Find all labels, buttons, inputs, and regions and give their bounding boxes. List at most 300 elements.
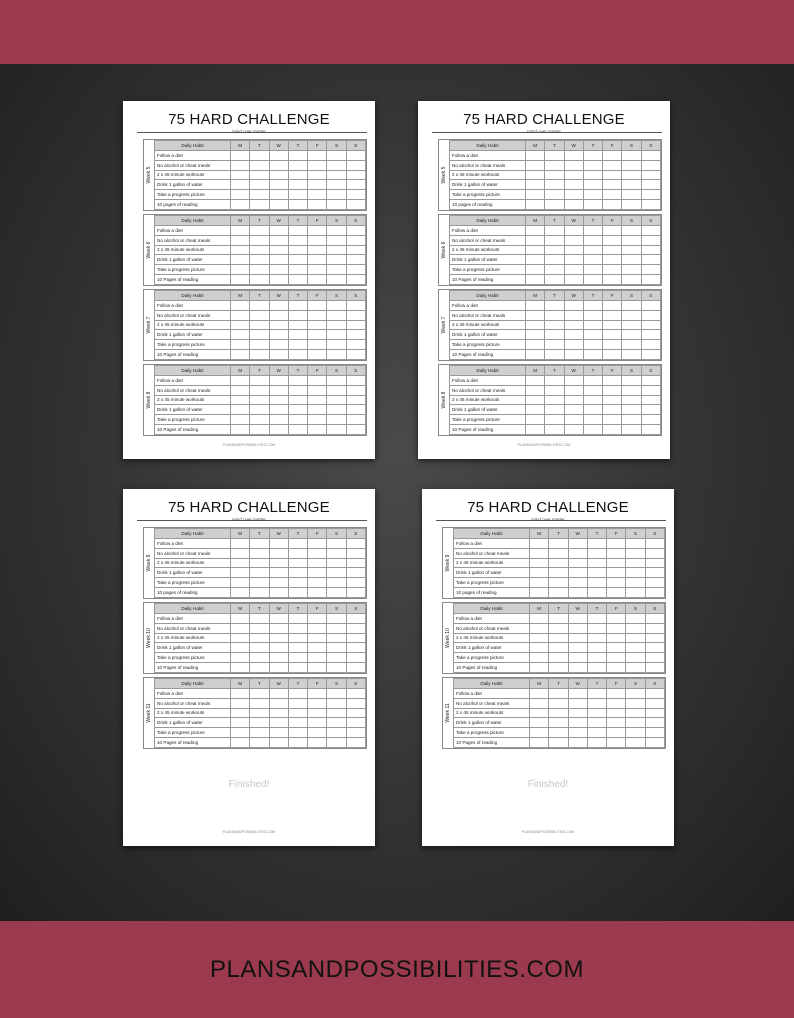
checkbox-cell[interactable] bbox=[250, 588, 269, 598]
checkbox-cell[interactable] bbox=[327, 415, 346, 425]
checkbox-cell[interactable] bbox=[626, 643, 645, 653]
checkbox-cell[interactable] bbox=[607, 548, 626, 558]
checkbox-cell[interactable] bbox=[626, 653, 645, 663]
checkbox-cell[interactable] bbox=[545, 200, 564, 210]
checkbox-cell[interactable] bbox=[622, 200, 641, 210]
checkbox-cell[interactable] bbox=[269, 728, 288, 738]
checkbox-cell[interactable] bbox=[526, 320, 545, 330]
checkbox-cell[interactable] bbox=[583, 395, 602, 405]
checkbox-cell[interactable] bbox=[603, 255, 622, 265]
checkbox-cell[interactable] bbox=[545, 350, 564, 360]
checkbox-cell[interactable] bbox=[308, 235, 327, 245]
checkbox-cell[interactable] bbox=[607, 558, 626, 568]
checkbox-cell[interactable] bbox=[269, 255, 288, 265]
checkbox-cell[interactable] bbox=[583, 235, 602, 245]
checkbox-cell[interactable] bbox=[641, 340, 660, 350]
checkbox-cell[interactable] bbox=[641, 255, 660, 265]
checkbox-cell[interactable] bbox=[346, 538, 365, 548]
checkbox-cell[interactable] bbox=[308, 405, 327, 415]
checkbox-cell[interactable] bbox=[346, 653, 365, 663]
checkbox-cell[interactable] bbox=[622, 320, 641, 330]
checkbox-cell[interactable] bbox=[308, 578, 327, 588]
checkbox-cell[interactable] bbox=[526, 415, 545, 425]
checkbox-cell[interactable] bbox=[564, 180, 583, 190]
checkbox-cell[interactable] bbox=[231, 578, 250, 588]
checkbox-cell[interactable] bbox=[568, 613, 587, 623]
checkbox-cell[interactable] bbox=[231, 538, 250, 548]
checkbox-cell[interactable] bbox=[545, 225, 564, 235]
checkbox-cell[interactable] bbox=[603, 300, 622, 310]
checkbox-cell[interactable] bbox=[288, 415, 307, 425]
checkbox-cell[interactable] bbox=[346, 738, 365, 748]
checkbox-cell[interactable] bbox=[288, 663, 307, 673]
checkbox-cell[interactable] bbox=[603, 320, 622, 330]
checkbox-cell[interactable] bbox=[603, 180, 622, 190]
checkbox-cell[interactable] bbox=[526, 300, 545, 310]
checkbox-cell[interactable] bbox=[545, 190, 564, 200]
checkbox-cell[interactable] bbox=[250, 190, 269, 200]
checkbox-cell[interactable] bbox=[549, 558, 568, 568]
checkbox-cell[interactable] bbox=[622, 255, 641, 265]
checkbox-cell[interactable] bbox=[564, 405, 583, 415]
checkbox-cell[interactable] bbox=[564, 265, 583, 275]
checkbox-cell[interactable] bbox=[564, 190, 583, 200]
checkbox-cell[interactable] bbox=[545, 310, 564, 320]
checkbox-cell[interactable] bbox=[545, 255, 564, 265]
checkbox-cell[interactable] bbox=[327, 160, 346, 170]
checkbox-cell[interactable] bbox=[269, 588, 288, 598]
checkbox-cell[interactable] bbox=[250, 180, 269, 190]
checkbox-cell[interactable] bbox=[583, 320, 602, 330]
checkbox-cell[interactable] bbox=[308, 190, 327, 200]
checkbox-cell[interactable] bbox=[308, 623, 327, 633]
checkbox-cell[interactable] bbox=[645, 643, 664, 653]
checkbox-cell[interactable] bbox=[231, 633, 250, 643]
checkbox-cell[interactable] bbox=[626, 718, 645, 728]
checkbox-cell[interactable] bbox=[288, 538, 307, 548]
checkbox-cell[interactable] bbox=[308, 300, 327, 310]
checkbox-cell[interactable] bbox=[288, 310, 307, 320]
checkbox-cell[interactable] bbox=[231, 558, 250, 568]
checkbox-cell[interactable] bbox=[603, 170, 622, 180]
checkbox-cell[interactable] bbox=[269, 235, 288, 245]
checkbox-cell[interactable] bbox=[607, 698, 626, 708]
checkbox-cell[interactable] bbox=[645, 663, 664, 673]
checkbox-cell[interactable] bbox=[622, 340, 641, 350]
checkbox-cell[interactable] bbox=[288, 385, 307, 395]
checkbox-cell[interactable] bbox=[269, 300, 288, 310]
checkbox-cell[interactable] bbox=[250, 738, 269, 748]
checkbox-cell[interactable] bbox=[308, 350, 327, 360]
checkbox-cell[interactable] bbox=[622, 150, 641, 160]
checkbox-cell[interactable] bbox=[607, 738, 626, 748]
checkbox-cell[interactable] bbox=[568, 688, 587, 698]
checkbox-cell[interactable] bbox=[308, 653, 327, 663]
checkbox-cell[interactable] bbox=[568, 633, 587, 643]
checkbox-cell[interactable] bbox=[308, 415, 327, 425]
checkbox-cell[interactable] bbox=[327, 613, 346, 623]
checkbox-cell[interactable] bbox=[269, 170, 288, 180]
checkbox-cell[interactable] bbox=[622, 235, 641, 245]
checkbox-cell[interactable] bbox=[626, 633, 645, 643]
checkbox-cell[interactable] bbox=[250, 568, 269, 578]
checkbox-cell[interactable] bbox=[288, 300, 307, 310]
checkbox-cell[interactable] bbox=[545, 425, 564, 435]
checkbox-cell[interactable] bbox=[622, 405, 641, 415]
checkbox-cell[interactable] bbox=[545, 395, 564, 405]
checkbox-cell[interactable] bbox=[346, 385, 365, 395]
checkbox-cell[interactable] bbox=[568, 663, 587, 673]
checkbox-cell[interactable] bbox=[269, 663, 288, 673]
checkbox-cell[interactable] bbox=[587, 588, 606, 598]
checkbox-cell[interactable] bbox=[622, 330, 641, 340]
checkbox-cell[interactable] bbox=[583, 425, 602, 435]
checkbox-cell[interactable] bbox=[346, 718, 365, 728]
checkbox-cell[interactable] bbox=[231, 245, 250, 255]
checkbox-cell[interactable] bbox=[308, 275, 327, 285]
checkbox-cell[interactable] bbox=[269, 265, 288, 275]
checkbox-cell[interactable] bbox=[645, 738, 664, 748]
checkbox-cell[interactable] bbox=[583, 330, 602, 340]
checkbox-cell[interactable] bbox=[308, 395, 327, 405]
checkbox-cell[interactable] bbox=[250, 653, 269, 663]
checkbox-cell[interactable] bbox=[641, 225, 660, 235]
checkbox-cell[interactable] bbox=[526, 340, 545, 350]
checkbox-cell[interactable] bbox=[622, 375, 641, 385]
checkbox-cell[interactable] bbox=[327, 405, 346, 415]
checkbox-cell[interactable] bbox=[231, 225, 250, 235]
checkbox-cell[interactable] bbox=[587, 698, 606, 708]
checkbox-cell[interactable] bbox=[346, 180, 365, 190]
checkbox-cell[interactable] bbox=[545, 265, 564, 275]
checkbox-cell[interactable] bbox=[231, 395, 250, 405]
checkbox-cell[interactable] bbox=[545, 405, 564, 415]
checkbox-cell[interactable] bbox=[288, 330, 307, 340]
checkbox-cell[interactable] bbox=[549, 633, 568, 643]
checkbox-cell[interactable] bbox=[564, 415, 583, 425]
checkbox-cell[interactable] bbox=[530, 588, 549, 598]
checkbox-cell[interactable] bbox=[327, 395, 346, 405]
checkbox-cell[interactable] bbox=[530, 613, 549, 623]
checkbox-cell[interactable] bbox=[288, 425, 307, 435]
checkbox-cell[interactable] bbox=[269, 320, 288, 330]
checkbox-cell[interactable] bbox=[308, 245, 327, 255]
checkbox-cell[interactable] bbox=[645, 568, 664, 578]
checkbox-cell[interactable] bbox=[526, 190, 545, 200]
checkbox-cell[interactable] bbox=[327, 265, 346, 275]
checkbox-cell[interactable] bbox=[587, 548, 606, 558]
checkbox-cell[interactable] bbox=[288, 190, 307, 200]
checkbox-cell[interactable] bbox=[568, 548, 587, 558]
checkbox-cell[interactable] bbox=[308, 558, 327, 568]
checkbox-cell[interactable] bbox=[564, 170, 583, 180]
checkbox-cell[interactable] bbox=[346, 170, 365, 180]
checkbox-cell[interactable] bbox=[587, 558, 606, 568]
checkbox-cell[interactable] bbox=[288, 395, 307, 405]
checkbox-cell[interactable] bbox=[568, 568, 587, 578]
checkbox-cell[interactable] bbox=[530, 623, 549, 633]
checkbox-cell[interactable] bbox=[587, 663, 606, 673]
checkbox-cell[interactable] bbox=[583, 300, 602, 310]
checkbox-cell[interactable] bbox=[526, 200, 545, 210]
checkbox-cell[interactable] bbox=[308, 330, 327, 340]
checkbox-cell[interactable] bbox=[526, 310, 545, 320]
checkbox-cell[interactable] bbox=[231, 310, 250, 320]
checkbox-cell[interactable] bbox=[288, 728, 307, 738]
checkbox-cell[interactable] bbox=[346, 245, 365, 255]
checkbox-cell[interactable] bbox=[327, 225, 346, 235]
checkbox-cell[interactable] bbox=[269, 405, 288, 415]
checkbox-cell[interactable] bbox=[622, 425, 641, 435]
checkbox-cell[interactable] bbox=[231, 425, 250, 435]
checkbox-cell[interactable] bbox=[269, 568, 288, 578]
checkbox-cell[interactable] bbox=[327, 300, 346, 310]
checkbox-cell[interactable] bbox=[269, 225, 288, 235]
checkbox-cell[interactable] bbox=[327, 150, 346, 160]
checkbox-cell[interactable] bbox=[603, 330, 622, 340]
checkbox-cell[interactable] bbox=[622, 170, 641, 180]
checkbox-cell[interactable] bbox=[645, 613, 664, 623]
checkbox-cell[interactable] bbox=[288, 320, 307, 330]
checkbox-cell[interactable] bbox=[250, 150, 269, 160]
checkbox-cell[interactable] bbox=[288, 180, 307, 190]
checkbox-cell[interactable] bbox=[231, 200, 250, 210]
checkbox-cell[interactable] bbox=[545, 320, 564, 330]
checkbox-cell[interactable] bbox=[603, 225, 622, 235]
checkbox-cell[interactable] bbox=[327, 320, 346, 330]
checkbox-cell[interactable] bbox=[288, 633, 307, 643]
checkbox-cell[interactable] bbox=[603, 310, 622, 320]
checkbox-cell[interactable] bbox=[308, 180, 327, 190]
checkbox-cell[interactable] bbox=[545, 375, 564, 385]
checkbox-cell[interactable] bbox=[568, 643, 587, 653]
checkbox-cell[interactable] bbox=[583, 160, 602, 170]
checkbox-cell[interactable] bbox=[645, 708, 664, 718]
checkbox-cell[interactable] bbox=[564, 395, 583, 405]
checkbox-cell[interactable] bbox=[545, 150, 564, 160]
checkbox-cell[interactable] bbox=[568, 708, 587, 718]
checkbox-cell[interactable] bbox=[641, 385, 660, 395]
checkbox-cell[interactable] bbox=[645, 718, 664, 728]
checkbox-cell[interactable] bbox=[288, 235, 307, 245]
checkbox-cell[interactable] bbox=[603, 200, 622, 210]
checkbox-cell[interactable] bbox=[641, 350, 660, 360]
checkbox-cell[interactable] bbox=[231, 160, 250, 170]
checkbox-cell[interactable] bbox=[641, 265, 660, 275]
checkbox-cell[interactable] bbox=[549, 538, 568, 548]
checkbox-cell[interactable] bbox=[231, 698, 250, 708]
checkbox-cell[interactable] bbox=[288, 405, 307, 415]
checkbox-cell[interactable] bbox=[308, 170, 327, 180]
checkbox-cell[interactable] bbox=[269, 160, 288, 170]
checkbox-cell[interactable] bbox=[250, 310, 269, 320]
checkbox-cell[interactable] bbox=[626, 738, 645, 748]
checkbox-cell[interactable] bbox=[346, 415, 365, 425]
checkbox-cell[interactable] bbox=[587, 718, 606, 728]
checkbox-cell[interactable] bbox=[346, 150, 365, 160]
checkbox-cell[interactable] bbox=[641, 200, 660, 210]
checkbox-cell[interactable] bbox=[346, 235, 365, 245]
checkbox-cell[interactable] bbox=[231, 613, 250, 623]
checkbox-cell[interactable] bbox=[583, 375, 602, 385]
checkbox-cell[interactable] bbox=[269, 275, 288, 285]
checkbox-cell[interactable] bbox=[645, 688, 664, 698]
checkbox-cell[interactable] bbox=[583, 190, 602, 200]
checkbox-cell[interactable] bbox=[327, 245, 346, 255]
checkbox-cell[interactable] bbox=[346, 663, 365, 673]
checkbox-cell[interactable] bbox=[346, 613, 365, 623]
checkbox-cell[interactable] bbox=[231, 150, 250, 160]
checkbox-cell[interactable] bbox=[583, 255, 602, 265]
checkbox-cell[interactable] bbox=[545, 160, 564, 170]
checkbox-cell[interactable] bbox=[308, 698, 327, 708]
checkbox-cell[interactable] bbox=[530, 663, 549, 673]
checkbox-cell[interactable] bbox=[583, 310, 602, 320]
checkbox-cell[interactable] bbox=[587, 538, 606, 548]
checkbox-cell[interactable] bbox=[250, 320, 269, 330]
checkbox-cell[interactable] bbox=[587, 578, 606, 588]
checkbox-cell[interactable] bbox=[530, 538, 549, 548]
checkbox-cell[interactable] bbox=[327, 170, 346, 180]
checkbox-cell[interactable] bbox=[250, 300, 269, 310]
checkbox-cell[interactable] bbox=[269, 350, 288, 360]
checkbox-cell[interactable] bbox=[269, 330, 288, 340]
checkbox-cell[interactable] bbox=[549, 613, 568, 623]
checkbox-cell[interactable] bbox=[530, 708, 549, 718]
checkbox-cell[interactable] bbox=[231, 588, 250, 598]
checkbox-cell[interactable] bbox=[622, 245, 641, 255]
checkbox-cell[interactable] bbox=[269, 708, 288, 718]
checkbox-cell[interactable] bbox=[269, 375, 288, 385]
checkbox-cell[interactable] bbox=[288, 265, 307, 275]
checkbox-cell[interactable] bbox=[583, 225, 602, 235]
checkbox-cell[interactable] bbox=[626, 728, 645, 738]
checkbox-cell[interactable] bbox=[250, 578, 269, 588]
checkbox-cell[interactable] bbox=[549, 663, 568, 673]
checkbox-cell[interactable] bbox=[269, 310, 288, 320]
checkbox-cell[interactable] bbox=[603, 265, 622, 275]
checkbox-cell[interactable] bbox=[526, 350, 545, 360]
checkbox-cell[interactable] bbox=[607, 708, 626, 718]
checkbox-cell[interactable] bbox=[288, 623, 307, 633]
checkbox-cell[interactable] bbox=[269, 718, 288, 728]
checkbox-cell[interactable] bbox=[641, 190, 660, 200]
checkbox-cell[interactable] bbox=[603, 160, 622, 170]
checkbox-cell[interactable] bbox=[308, 225, 327, 235]
checkbox-cell[interactable] bbox=[549, 718, 568, 728]
checkbox-cell[interactable] bbox=[250, 613, 269, 623]
checkbox-cell[interactable] bbox=[545, 170, 564, 180]
checkbox-cell[interactable] bbox=[568, 653, 587, 663]
checkbox-cell[interactable] bbox=[250, 200, 269, 210]
checkbox-cell[interactable] bbox=[269, 395, 288, 405]
checkbox-cell[interactable] bbox=[626, 663, 645, 673]
checkbox-cell[interactable] bbox=[250, 170, 269, 180]
checkbox-cell[interactable] bbox=[603, 235, 622, 245]
checkbox-cell[interactable] bbox=[269, 578, 288, 588]
checkbox-cell[interactable] bbox=[564, 225, 583, 235]
checkbox-cell[interactable] bbox=[346, 375, 365, 385]
checkbox-cell[interactable] bbox=[545, 340, 564, 350]
checkbox-cell[interactable] bbox=[645, 588, 664, 598]
checkbox-cell[interactable] bbox=[308, 150, 327, 160]
checkbox-cell[interactable] bbox=[622, 160, 641, 170]
checkbox-cell[interactable] bbox=[250, 395, 269, 405]
checkbox-cell[interactable] bbox=[346, 160, 365, 170]
checkbox-cell[interactable] bbox=[231, 170, 250, 180]
checkbox-cell[interactable] bbox=[603, 425, 622, 435]
checkbox-cell[interactable] bbox=[308, 688, 327, 698]
checkbox-cell[interactable] bbox=[564, 425, 583, 435]
checkbox-cell[interactable] bbox=[626, 623, 645, 633]
checkbox-cell[interactable] bbox=[288, 578, 307, 588]
checkbox-cell[interactable] bbox=[327, 275, 346, 285]
checkbox-cell[interactable] bbox=[231, 330, 250, 340]
checkbox-cell[interactable] bbox=[308, 633, 327, 643]
checkbox-cell[interactable] bbox=[288, 653, 307, 663]
checkbox-cell[interactable] bbox=[346, 395, 365, 405]
checkbox-cell[interactable] bbox=[526, 225, 545, 235]
checkbox-cell[interactable] bbox=[327, 578, 346, 588]
checkbox-cell[interactable] bbox=[603, 150, 622, 160]
checkbox-cell[interactable] bbox=[564, 375, 583, 385]
checkbox-cell[interactable] bbox=[603, 190, 622, 200]
checkbox-cell[interactable] bbox=[607, 633, 626, 643]
checkbox-cell[interactable] bbox=[526, 275, 545, 285]
checkbox-cell[interactable] bbox=[641, 180, 660, 190]
checkbox-cell[interactable] bbox=[564, 200, 583, 210]
checkbox-cell[interactable] bbox=[622, 395, 641, 405]
checkbox-cell[interactable] bbox=[346, 643, 365, 653]
checkbox-cell[interactable] bbox=[564, 275, 583, 285]
checkbox-cell[interactable] bbox=[288, 160, 307, 170]
checkbox-cell[interactable] bbox=[622, 180, 641, 190]
checkbox-cell[interactable] bbox=[231, 738, 250, 748]
checkbox-cell[interactable] bbox=[327, 623, 346, 633]
checkbox-cell[interactable] bbox=[526, 405, 545, 415]
checkbox-cell[interactable] bbox=[526, 265, 545, 275]
checkbox-cell[interactable] bbox=[346, 190, 365, 200]
checkbox-cell[interactable] bbox=[269, 613, 288, 623]
checkbox-cell[interactable] bbox=[583, 385, 602, 395]
checkbox-cell[interactable] bbox=[250, 235, 269, 245]
checkbox-cell[interactable] bbox=[549, 623, 568, 633]
checkbox-cell[interactable] bbox=[641, 415, 660, 425]
checkbox-cell[interactable] bbox=[308, 718, 327, 728]
checkbox-cell[interactable] bbox=[564, 235, 583, 245]
checkbox-cell[interactable] bbox=[645, 578, 664, 588]
checkbox-cell[interactable] bbox=[346, 425, 365, 435]
checkbox-cell[interactable] bbox=[641, 375, 660, 385]
checkbox-cell[interactable] bbox=[231, 255, 250, 265]
checkbox-cell[interactable] bbox=[327, 588, 346, 598]
checkbox-cell[interactable] bbox=[250, 558, 269, 568]
checkbox-cell[interactable] bbox=[250, 405, 269, 415]
checkbox-cell[interactable] bbox=[346, 633, 365, 643]
checkbox-cell[interactable] bbox=[641, 395, 660, 405]
checkbox-cell[interactable] bbox=[288, 738, 307, 748]
checkbox-cell[interactable] bbox=[269, 653, 288, 663]
checkbox-cell[interactable] bbox=[288, 255, 307, 265]
checkbox-cell[interactable] bbox=[308, 265, 327, 275]
checkbox-cell[interactable] bbox=[626, 568, 645, 578]
checkbox-cell[interactable] bbox=[607, 578, 626, 588]
checkbox-cell[interactable] bbox=[526, 180, 545, 190]
checkbox-cell[interactable] bbox=[549, 698, 568, 708]
checkbox-cell[interactable] bbox=[526, 150, 545, 160]
checkbox-cell[interactable] bbox=[626, 708, 645, 718]
checkbox-cell[interactable] bbox=[607, 688, 626, 698]
